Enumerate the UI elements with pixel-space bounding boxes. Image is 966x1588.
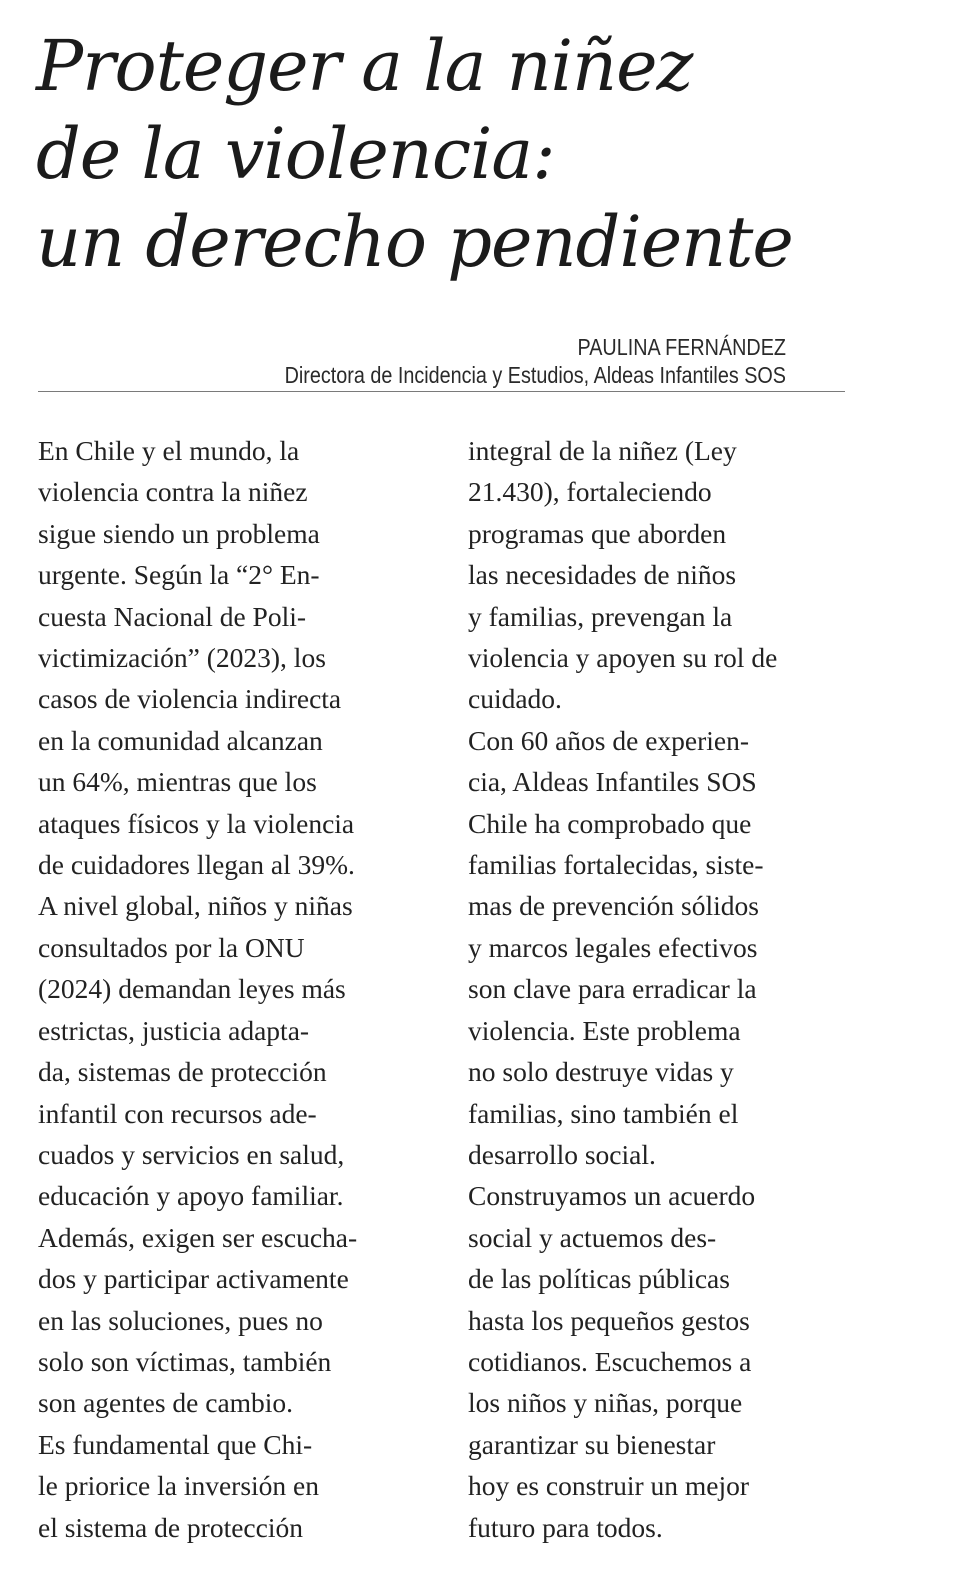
article-line: estrictas, justicia adapta- [38, 1014, 310, 1046]
article-line: Construyamos un acuerdo [468, 1180, 756, 1212]
article-line: violencia. Este problema [468, 1014, 741, 1046]
article-line: hasta los pequeños gestos [468, 1304, 750, 1336]
article-line: garantizar su bienestar [468, 1428, 716, 1460]
article-line: En Chile y el mundo, la [38, 435, 300, 466]
article-line: A nivel global, niños y niñas [38, 890, 353, 922]
article-line: de las políticas públicas [468, 1263, 730, 1295]
article-line: sigue siendo un problema [38, 517, 320, 549]
article-line: le priorice la inversión en [38, 1470, 320, 1502]
headline [36, 22, 916, 286]
article-line: dos y participar activamente [38, 1263, 349, 1295]
article-line: las necesidades de niños [468, 559, 737, 591]
article-line: casos de violencia indirecta [38, 683, 342, 715]
article-line: son clave para erradicar la [468, 973, 757, 1005]
article-line: de cuidadores llegan al 39%. [38, 849, 355, 881]
article-line: familias, sino también el [468, 1097, 739, 1129]
article-column-left [38, 430, 438, 1548]
byline-author: PAULINA FERNÁNDEZ [577, 334, 786, 360]
article-line: consultados por la ONU [38, 931, 305, 963]
article-line: cuesta Nacional de Poli- [38, 600, 307, 632]
article-line: (2024) demandan leyes más [38, 973, 346, 1005]
article-line: urgente. Según la “2° En- [38, 559, 320, 591]
byline-role: Directora de Incidencia y Estudios, Aldeas Infantiles SOS [284, 362, 786, 388]
article-line: Chile ha comprobado que [468, 807, 752, 839]
article-line: violencia y apoyen su rol de [468, 642, 778, 674]
article-line: hoy es construir un mejor [468, 1470, 750, 1502]
article-line: cia, Aldeas Infantiles SOS [468, 766, 757, 798]
article-line: mas de prevención sólidos [468, 890, 759, 922]
article-line: Es fundamental que Chi- [38, 1428, 313, 1460]
article-line: cotidianos. Escuchemos a [468, 1345, 752, 1377]
divider-rule [38, 391, 845, 392]
article-line: Además, exigen ser escucha- [38, 1221, 358, 1253]
article-line: un 64%, mientras que los [38, 766, 317, 798]
headline-line: de la violencia: [36, 113, 555, 195]
article-line: solo son víctimas, también [38, 1345, 332, 1377]
byline [203, 333, 786, 389]
article-line: Con 60 años de experien- [468, 724, 750, 756]
article-line: violencia contra la niñez [38, 476, 308, 508]
article-line: futuro para todos. [468, 1511, 663, 1543]
article-line: el sistema de protección [38, 1511, 303, 1543]
article-line: integral de la niñez (Ley [468, 435, 737, 466]
article-line: familias fortalecidas, siste- [468, 849, 764, 881]
article-line: los niños y niñas, porque [468, 1387, 743, 1419]
article-line: ataques físicos y la violencia [38, 807, 355, 839]
headline-line: un derecho pendiente [36, 201, 793, 283]
article-line: cuados y servicios en salud, [38, 1138, 345, 1170]
article-line: victimización” (2023), los [38, 642, 326, 674]
article-line: social y actuemos des- [468, 1221, 717, 1253]
article-line: en las soluciones, pues no [38, 1304, 323, 1336]
article-line: y familias, prevengan la [468, 600, 733, 632]
article-line: no solo destruye vidas y [468, 1056, 734, 1088]
article-line: infantil con recursos ade- [38, 1097, 317, 1129]
article-line: da, sistemas de protección [38, 1056, 327, 1088]
headline-line: Proteger a la niñez [36, 25, 693, 107]
article-line: desarrollo social. [468, 1138, 656, 1170]
article-line: educación y apoyo familiar. [38, 1180, 344, 1212]
article-line: cuidado. [468, 683, 562, 715]
article-line: en la comunidad alcanzan [38, 724, 323, 756]
article-line: programas que aborden [468, 517, 727, 549]
article-column-right [468, 430, 858, 1548]
article-line: 21.430), fortaleciendo [468, 476, 712, 508]
article-line: son agentes de cambio. [38, 1387, 294, 1419]
article-line: y marcos legales efectivos [468, 931, 758, 963]
